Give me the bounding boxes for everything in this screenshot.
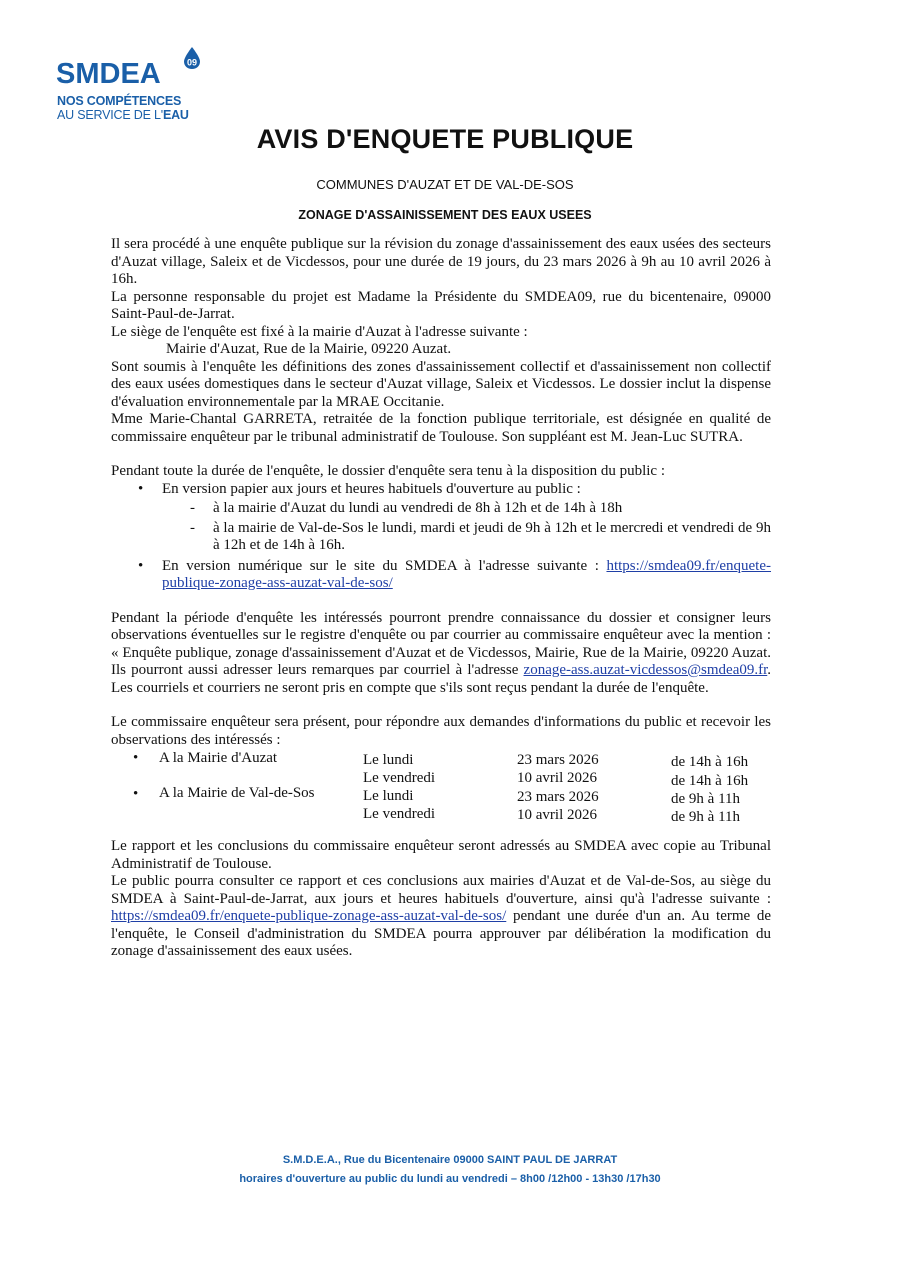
paragraph-enquiry-dates: Il sera procédé à une enquête publique sur la révision du zonage d'assainissement des eaux usées des secteurs d'Auzat village, Saleix et de Vicdessos, pour une durée de 19 jours, du 23 mars 2026 à 9h au 10 avril 2026 à 16h.	[111, 236, 771, 287]
schedule-place: A la Mairie de Val-de-Sos	[159, 785, 315, 801]
availability-list	[111, 481, 771, 593]
schedule-date: 10 avril 2026	[517, 807, 597, 823]
enquiry-seat-address: Mairie d'Auzat, Rue de la Mairie, 09220 Auzat.	[166, 341, 452, 357]
report-url-link[interactable]: https://smdea09.fr/enquete-publique-zonage-ass-auzat-val-de-sos/	[111, 908, 507, 924]
schedule-day: Le lundi	[363, 788, 414, 804]
schedule-date: 10 avril 2026	[517, 770, 597, 786]
enquiry-url-link[interactable]: https://smdea09.fr/enquete-publique-zonage-ass-auzat-val-de-sos/	[162, 557, 772, 591]
paragraph-consultation: Le public pourra consulter ce rapport et ces conclusions aux mairies d'Auzat et de Val-de-Sos, au siège du SMDEA à Saint-Paul-de-Jarrat, aux jours et heures habituels d'ouverture, ainsi qu'à l'adresse suivante : https://smdea09.fr/enquete-publique-zonage-ass-auzat-val-de-sos/ pendant une durée d'un an. Au terme de l'enquête, le Conseil d'administration du SMDEA pourra approuver par délibération la modification du zonage d'assainissement des eaux usées.	[111, 873, 771, 959]
paragraph-subject-scope: Sont soumis à l'enquête les définitions des zones d'assainissement collectif et d'assainissement non collectif des eaux usées domestiques dans le secteur d'Auzat village, Saleix et Vicdessos. Le dossier inclut la dispense d'évaluation environnementale par la MRAE Occitanie.	[111, 358, 771, 410]
schedule-date: 23 mars 2026	[517, 752, 599, 768]
smdea-logo	[56, 46, 216, 126]
logo-tagline-line1: NOS COMPÉTENCES	[57, 94, 182, 108]
communes-heading: COMMUNES D'AUZAT ET DE VAL-DE-SOS	[316, 177, 574, 192]
schedule-date: 23 mars 2026	[517, 789, 599, 805]
paragraph-enquiry-seat: Le siège de l'enquête est fixé à la mairie d'Auzat à l'adresse suivante :	[111, 323, 528, 340]
paragraph-file-availability: Pendant toute la durée de l'enquête, le dossier d'enquête sera tenu à la disposition du public :	[111, 463, 665, 479]
paragraph-project-lead: La personne responsable du projet est Madame la Présidente du SMDEA09, rue du bicentenaire, 09000 Saint-Paul-de-Jarrat.	[111, 288, 771, 322]
schedule-hours: de 14h à 16h	[671, 754, 749, 770]
paragraph-permanences: Le commissaire enquêteur sera présent, pour répondre aux demandes d'informations du public et recevoir les observations des intéressés :	[111, 714, 771, 748]
list-item: - à la mairie de Val-de-Sos le lundi, mardi et jeudi de 9h à 12h et le mercredi et vendredi de 9h à 12h et de 14h à 16h.	[162, 520, 771, 555]
schedule-day: Le vendredi	[363, 770, 436, 786]
list-item: • En version papier aux jours et heures habituels d'ouverture au public : - à la mairie d'Auzat du lundi au vendredi de 8h à 12h et de 14h à 18h - à la mairie de Val-de-Sos le lundi, mardi et jeudi de 9h à 12h et le mercredi et vendredi de 9h à 12h et de 14h à 16h.	[111, 481, 771, 555]
bullet: •	[133, 750, 139, 766]
schedule-place: A la Mairie d'Auzat	[159, 750, 278, 766]
schedule-hours: de 14h à 16h	[671, 773, 749, 789]
subject-heading: ZONAGE D'ASSAINISSEMENT DES EAUX USEES	[298, 208, 592, 222]
logo-badge-number: 09	[186, 57, 198, 68]
schedule-hours: de 9h à 11h	[671, 809, 741, 825]
bullet: •	[133, 786, 139, 802]
notice-body	[111, 236, 771, 961]
list-item: - à la mairie d'Auzat du lundi au vendredi de 8h à 12h et de 14h à 18h	[162, 500, 771, 518]
paragraph-report: Le rapport et les conclusions du commissaire enquêteur seront adressés au SMDEA avec copie au Tribunal Administratif de Toulouse.	[111, 838, 771, 872]
logo-wordmark: SMDEA	[56, 58, 161, 90]
list-item: • En version numérique sur le site du SMDEA à l'adresse suivante : https://smdea09.fr/enquete-publique-zonage-ass-auzat-val-de-sos/	[111, 558, 771, 593]
paragraph-observations: Pendant la période d'enquête les intéressés pourront prendre connaissance du dossier et consigner leurs observations éventuelles sur le registre d'enquête ou par courrier au commissaire enquêteur avec la mention : « Enquête publique, zonage d'assainissement d'Auzat et de Vicdessos, Mairie, Rue de la Mairie, 09220 Auzat. Ils pourront aussi adresser leurs remarques par courriel à l'adresse zonage-ass.auzat-vicdessos@smdea09.fr. Les courriels et courriers ne seront pris en compte que s'ils sont reçus pendant la durée de l'enquête.	[111, 609, 772, 696]
permanence-schedule	[111, 750, 771, 824]
schedule-hours: de 9h à 11h	[671, 791, 741, 807]
page-title: AVIS D'ENQUETE PUBLIQUE	[256, 124, 634, 154]
water-drop-icon	[180, 46, 204, 70]
logo-tagline-line2: AU SERVICE DE L'EAU	[57, 108, 189, 122]
footer-address: S.M.D.E.A., Rue du Bicentenaire 09000 SAINT PAUL DE JARRAT	[282, 1154, 618, 1166]
schedule-day: Le lundi	[363, 752, 414, 768]
schedule-day: Le vendredi	[363, 806, 436, 822]
enquiry-email-link[interactable]: zonage-ass.auzat-vicdessos@smdea09.fr	[523, 662, 768, 678]
paragraph-commissioner: Mme Marie-Chantal GARRETA, retraitée de la fonction publique territoriale, est désignée en qualité de commissaire enquêteur par le tribunal administratif de Toulouse. Son suppléant est M. Jean-Luc SUTRA.	[111, 411, 771, 445]
footer-hours: horaires d'ouverture au public du lundi au vendredi – 8h00 /12h00 - 13h30 /17h30	[239, 1173, 661, 1185]
